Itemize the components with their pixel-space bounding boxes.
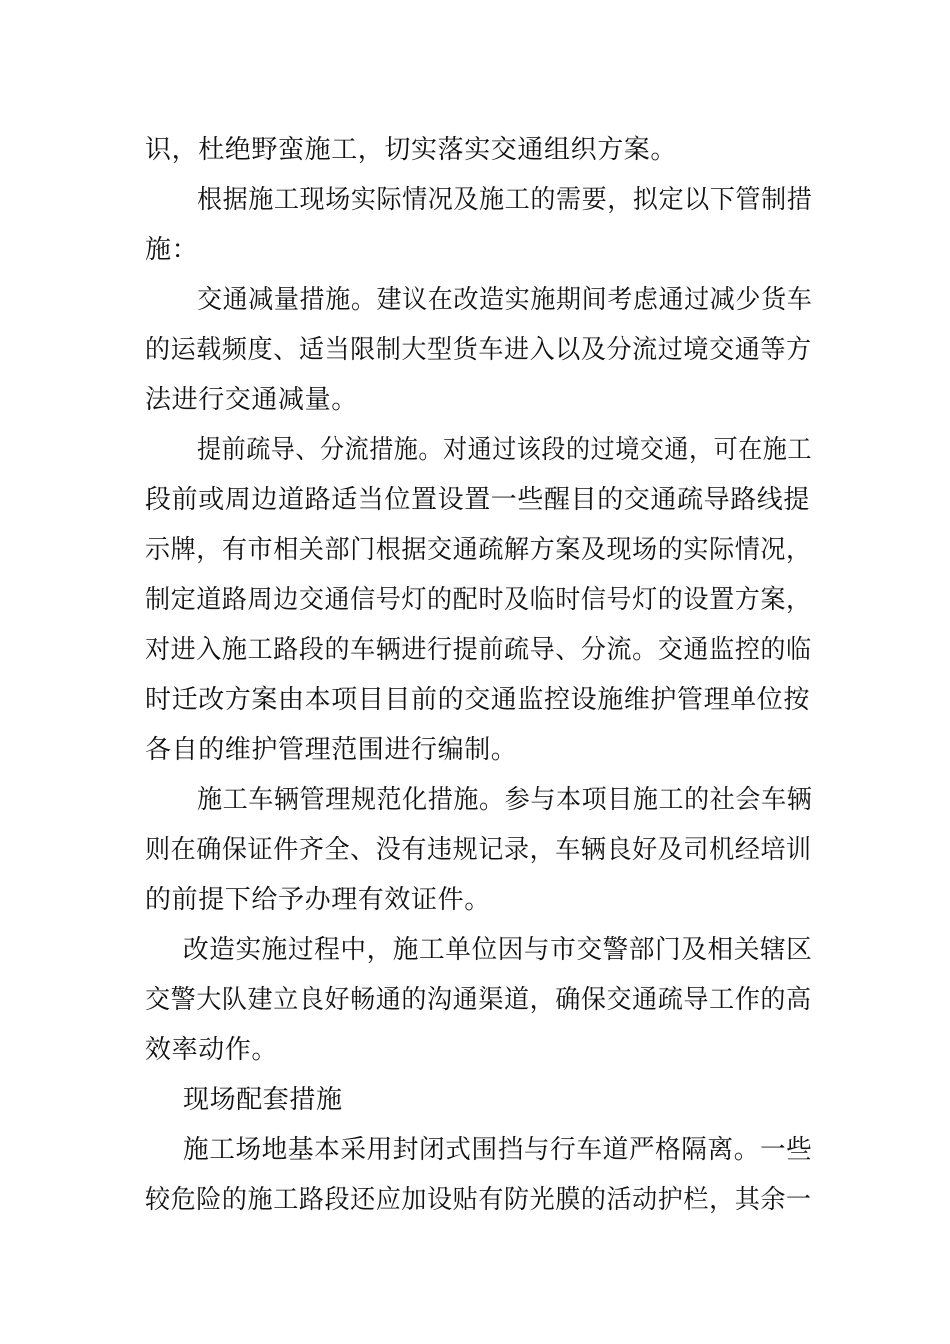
text-line: 识，杜绝野蛮施工，切实落实交通组织方案。 [145,135,678,165]
text-line: 较危险的施工路段还应加设贴有防光膜的活动护栏，其余一 [145,1185,812,1215]
text-line: 各自的维护管理范围进行编制。 [145,735,518,765]
text-line: 则在确保证件齐全、没有违规记录，车辆良好及司机经培训 [145,835,812,865]
section-heading: 现场配套措施 [183,1085,343,1115]
text-line: 对进入施工路段的车辆进行提前疏导、分流。交通监控的临 [145,635,812,665]
text-line: 的前提下给予办理有效证件。 [145,885,491,915]
text-line: 施工场地基本采用封闭式围挡与行车道严格隔离。一些 [183,1135,813,1165]
text-line: 示牌，有市相关部门根据交通疏解方案及现场的实际情况， [145,535,812,565]
text-line: 制定道路周边交通信号灯的配时及临时信号灯的设置方案， [145,585,812,615]
text-line: 交通减量措施。建议在改造实施期间考虑通过减少货车 [197,285,813,315]
text-line: 施： [145,235,199,265]
text-line: 的运载频度、适当限制大型货车进入以及分流过境交通等方 [145,335,812,365]
text-line: 交警大队建立良好畅通的沟通渠道，确保交通疏导工作的高 [145,985,812,1015]
text-line: 根据施工现场实际情况及施工的需要，拟定以下管制措 [197,185,813,215]
text-line: 提前疏导、分流措施。对通过该段的过境交通，可在施工 [197,435,813,465]
text-line: 改造实施过程中，施工单位因与市交警部门及相关辖区 [183,935,813,965]
text-line: 法进行交通减量。 [145,385,358,415]
text-line: 段前或周边道路适当位置设置一些醒目的交通疏导路线提 [145,485,811,515]
text-line: 施工车辆管理规范化措施。参与本项目施工的社会车辆 [197,785,813,815]
text-line: 效率动作。 [145,1035,279,1065]
text-line: 时迁改方案由本项目目前的交通监控设施维护管理单位按 [145,685,811,715]
